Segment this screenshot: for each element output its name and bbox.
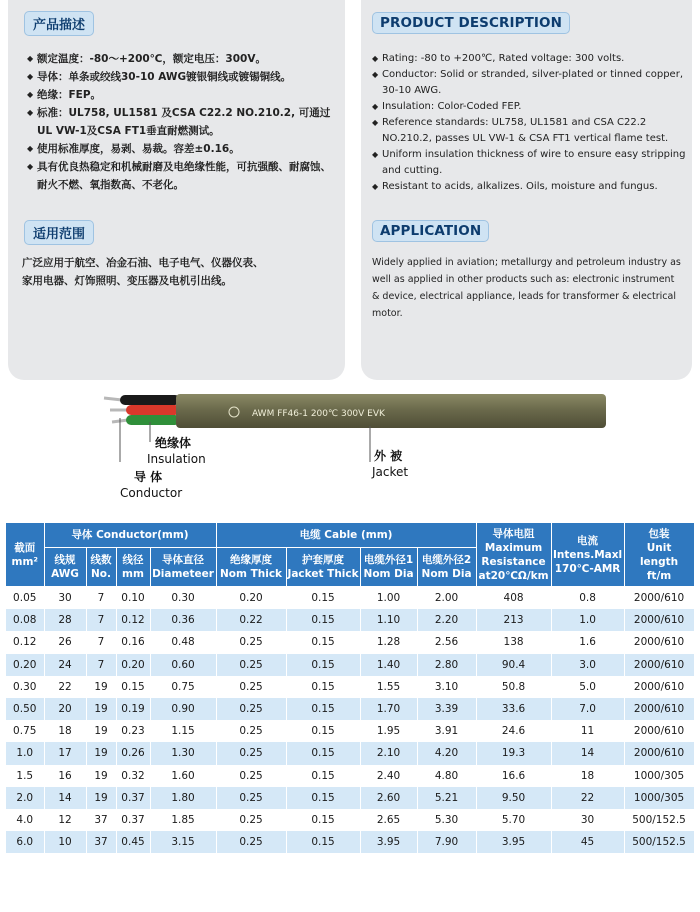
cell-awg: 12	[44, 809, 86, 831]
cell-strands: 19	[86, 676, 116, 698]
cell-package: 2000/610	[624, 631, 694, 653]
insulation-label-cn: 绝缘体	[155, 436, 192, 450]
cn-feature-item: ◆ 标准：UL758, UL1581 及CSA C22.2 NO.210.2, 可通过UL VW-1及CSA FT1垂直耐燃测试。	[27, 104, 332, 140]
cell-outer-diameter-1: 2.60	[360, 787, 417, 809]
cell-jacket-thickness: 0.15	[286, 587, 360, 610]
cn-feature-item: ◆ 额定温度：-80～+200℃，额定电压：300V。	[27, 50, 332, 68]
cell-conductor-diameter: 0.60	[150, 654, 216, 676]
cable-print-text: AWM FF46-1 200℃ 300V EVK	[252, 409, 385, 419]
red-insulated-wire	[126, 405, 180, 415]
jacket-label-en: Jacket	[372, 465, 409, 479]
cell-jacket-thickness: 0.15	[286, 609, 360, 631]
conductor-label-en: Conductor	[120, 486, 183, 500]
cell-conductor-diameter: 0.48	[150, 631, 216, 653]
cell-package: 2000/610	[624, 698, 694, 720]
cell-resistance: 33.6	[476, 698, 551, 720]
cell-conductor-diameter: 1.15	[150, 720, 216, 742]
cell-jacket-thickness: 0.15	[286, 720, 360, 742]
cell-current: 5.0	[551, 676, 624, 698]
cn-feature-item: ◆ 使用标准厚度，易剥、易裁。容差±0.16。	[27, 140, 332, 158]
cell-outer-diameter-2: 3.10	[417, 676, 476, 698]
cell-section-area: 0.75	[6, 720, 44, 742]
cell-outer-diameter-2: 4.80	[417, 765, 476, 787]
cell-current: 30	[551, 809, 624, 831]
cell-resistance: 213	[476, 609, 551, 631]
cell-awg: 24	[44, 654, 86, 676]
cell-wire-diameter: 0.26	[116, 742, 150, 764]
cell-insulation-thickness: 0.25	[216, 831, 286, 853]
en-feature-list	[372, 51, 688, 195]
cell-conductor-diameter: 0.36	[150, 609, 216, 631]
cell-package: 2000/610	[624, 609, 694, 631]
cell-resistance: 3.95	[476, 831, 551, 853]
header-outer-diameter-1: 电缆外径1 Nom Dia	[360, 548, 417, 587]
cell-package: 2000/610	[624, 742, 694, 764]
cell-awg: 26	[44, 631, 86, 653]
header-cable-group: 电缆 Cable (mm)	[216, 523, 476, 548]
table-row	[6, 809, 694, 831]
cell-outer-diameter-2: 2.20	[417, 609, 476, 631]
specification-table	[6, 523, 695, 853]
header-section-area: 截面 mm²	[6, 523, 44, 587]
header-conductor-diameter: 导体直径 Diameteer	[150, 548, 216, 587]
cell-outer-diameter-2: 2.00	[417, 587, 476, 610]
cell-insulation-thickness: 0.25	[216, 809, 286, 831]
cell-awg: 18	[44, 720, 86, 742]
header-current: 电流 Intens.Maxl 170℃-AMR	[551, 523, 624, 587]
cell-current: 11	[551, 720, 624, 742]
cell-conductor-diameter: 1.30	[150, 742, 216, 764]
en-feature-item: ◆ Uniform insulation thickness of wire to ensure easy stripping and cutting.	[372, 147, 688, 179]
cell-awg: 14	[44, 787, 86, 809]
cell-strands: 19	[86, 742, 116, 764]
cell-outer-diameter-2: 3.91	[417, 720, 476, 742]
cell-wire-diameter: 0.37	[116, 787, 150, 809]
en-feature-item: ◆ Insulation: Color-Coded FEP.	[372, 99, 688, 115]
cell-jacket-thickness: 0.15	[286, 787, 360, 809]
cell-insulation-thickness: 0.25	[216, 676, 286, 698]
cell-resistance: 138	[476, 631, 551, 653]
table-row	[6, 654, 694, 676]
cell-wire-diameter: 0.32	[116, 765, 150, 787]
cell-resistance: 408	[476, 587, 551, 610]
green-insulated-wire	[126, 415, 180, 425]
table-row	[6, 609, 694, 631]
cell-awg: 16	[44, 765, 86, 787]
cell-outer-diameter-1: 3.95	[360, 831, 417, 853]
cell-wire-diameter: 0.10	[116, 587, 150, 610]
cell-current: 1.6	[551, 631, 624, 653]
cn-feature-item: ◆ 绝缘：FEP。	[27, 86, 332, 104]
conductor-label-cn: 导 体	[134, 470, 163, 484]
cn-feature-list	[27, 50, 332, 194]
black-insulated-wire	[120, 395, 180, 405]
en-application-text: Widely applied in aviation; metallurgy and petroleum industry as well as applied in other products such as: electronic instrument & device, electrical appliance, leads for transformer & electrical motor.	[372, 257, 681, 319]
cell-resistance: 16.6	[476, 765, 551, 787]
cell-strands: 7	[86, 587, 116, 610]
header-resistance: 导体电阻 Maximum Resistance at20℃Ω/km	[476, 523, 551, 587]
cell-outer-diameter-2: 4.20	[417, 742, 476, 764]
cell-package: 2000/610	[624, 720, 694, 742]
cell-insulation-thickness: 0.25	[216, 742, 286, 764]
cell-strands: 7	[86, 631, 116, 653]
cell-strands: 7	[86, 654, 116, 676]
cell-outer-diameter-1: 1.70	[360, 698, 417, 720]
cell-strands: 37	[86, 809, 116, 831]
cell-section-area: 2.0	[6, 787, 44, 809]
cell-outer-diameter-1: 1.00	[360, 587, 417, 610]
cell-current: 1.0	[551, 609, 624, 631]
cell-wire-diameter: 0.37	[116, 809, 150, 831]
cell-outer-diameter-2: 5.30	[417, 809, 476, 831]
cell-current: 0.8	[551, 587, 624, 610]
cell-conductor-diameter: 1.85	[150, 809, 216, 831]
cell-outer-diameter-2: 7.90	[417, 831, 476, 853]
header-jacket-thickness: 护套厚度 Jacket Thick	[286, 548, 360, 587]
cell-package: 1000/305	[624, 765, 694, 787]
cell-wire-diameter: 0.15	[116, 676, 150, 698]
cell-section-area: 4.0	[6, 809, 44, 831]
cn-feature-item: ◆ 导体：单条或绞线30-10 AWG镀银铜线或镀锡铜线。	[27, 68, 332, 86]
cell-outer-diameter-2: 2.56	[417, 631, 476, 653]
cell-awg: 17	[44, 742, 86, 764]
cell-conductor-diameter: 0.75	[150, 676, 216, 698]
cell-jacket-thickness: 0.15	[286, 742, 360, 764]
en-feature-item: ◆ Conductor: Solid or stranded, silver-plated or tinned copper, 30-10 AWG.	[372, 67, 688, 99]
en-feature-item: ◆ Reference standards: UL758, UL1581 and CSA C22.2 NO.210.2, passes UL VW-1 & CSA FT1 vertical flame test.	[372, 115, 688, 147]
cell-section-area: 0.20	[6, 654, 44, 676]
header-insulation-thickness: 绝缘厚度 Nom Thick	[216, 548, 286, 587]
cell-wire-diameter: 0.16	[116, 631, 150, 653]
specification-table-body	[6, 587, 694, 854]
cell-package: 2000/610	[624, 654, 694, 676]
insulation-label-en: Insulation	[147, 452, 206, 466]
cell-conductor-diameter: 3.15	[150, 831, 216, 853]
cell-current: 3.0	[551, 654, 624, 676]
cell-insulation-thickness: 0.20	[216, 587, 286, 610]
table-row	[6, 787, 694, 809]
cell-current: 45	[551, 831, 624, 853]
cell-section-area: 1.5	[6, 765, 44, 787]
cell-jacket-thickness: 0.15	[286, 676, 360, 698]
cell-strands: 37	[86, 831, 116, 853]
cell-outer-diameter-2: 3.39	[417, 698, 476, 720]
cell-package: 500/152.5	[624, 831, 694, 853]
en-product-description-heading: PRODUCT DESCRIPTION	[372, 12, 570, 34]
cell-wire-diameter: 0.23	[116, 720, 150, 742]
jacket-label-cn: 外 被	[374, 449, 403, 463]
cell-current: 18	[551, 765, 624, 787]
cell-resistance: 9.50	[476, 787, 551, 809]
cell-section-area: 0.12	[6, 631, 44, 653]
cell-insulation-thickness: 0.25	[216, 654, 286, 676]
cell-resistance: 19.3	[476, 742, 551, 764]
cell-wire-diameter: 0.20	[116, 654, 150, 676]
cable-jacket	[176, 394, 606, 428]
cell-strands: 19	[86, 698, 116, 720]
header-conductor-group: 导体 Conductor(mm)	[44, 523, 216, 548]
cell-strands: 7	[86, 609, 116, 631]
header-awg: 线规 AWG	[44, 548, 86, 587]
table-row	[6, 698, 694, 720]
table-row	[6, 765, 694, 787]
cell-package: 500/152.5	[624, 809, 694, 831]
cell-awg: 10	[44, 831, 86, 853]
cell-wire-diameter: 0.12	[116, 609, 150, 631]
cell-resistance: 5.70	[476, 809, 551, 831]
cell-outer-diameter-1: 1.55	[360, 676, 417, 698]
cell-resistance: 90.4	[476, 654, 551, 676]
cell-awg: 22	[44, 676, 86, 698]
table-row	[6, 831, 694, 853]
cell-outer-diameter-1: 2.65	[360, 809, 417, 831]
header-outer-diameter-2: 电缆外径2 Nom Dia	[417, 548, 476, 587]
en-application-heading: APPLICATION	[372, 220, 489, 242]
cable-illustration	[0, 390, 700, 520]
cell-section-area: 6.0	[6, 831, 44, 853]
cell-jacket-thickness: 0.15	[286, 631, 360, 653]
conductor-strand	[104, 398, 122, 400]
cell-wire-diameter: 0.19	[116, 698, 150, 720]
cell-resistance: 24.6	[476, 720, 551, 742]
cell-outer-diameter-1: 2.40	[360, 765, 417, 787]
cell-current: 7.0	[551, 698, 624, 720]
cell-section-area: 0.08	[6, 609, 44, 631]
cell-awg: 30	[44, 587, 86, 610]
table-row	[6, 676, 694, 698]
cn-feature-item: ◆ 具有优良热稳定和机械耐磨及电绝缘性能，可抗强酸、耐腐蚀、耐火不燃、氧指数高、不老化。	[27, 158, 332, 194]
cell-insulation-thickness: 0.22	[216, 609, 286, 631]
en-feature-item: ◆ Rating: -80 to +200℃, Rated voltage: 300 volts.	[372, 51, 688, 67]
cell-insulation-thickness: 0.25	[216, 787, 286, 809]
cell-jacket-thickness: 0.15	[286, 654, 360, 676]
cell-package: 2000/610	[624, 676, 694, 698]
table-row	[6, 587, 694, 610]
cell-awg: 20	[44, 698, 86, 720]
cell-section-area: 0.30	[6, 676, 44, 698]
cell-outer-diameter-1: 2.10	[360, 742, 417, 764]
cell-strands: 19	[86, 765, 116, 787]
cell-outer-diameter-2: 5.21	[417, 787, 476, 809]
cell-current: 14	[551, 742, 624, 764]
header-wire-diameter: 线径 mm	[116, 548, 150, 587]
cell-conductor-diameter: 1.80	[150, 787, 216, 809]
cell-awg: 28	[44, 609, 86, 631]
cn-application-heading: 适用范围	[24, 220, 94, 245]
en-feature-item: ◆ Resistant to acids, alkalizes. Oils, moisture and fungus.	[372, 179, 688, 195]
cell-insulation-thickness: 0.25	[216, 631, 286, 653]
cell-jacket-thickness: 0.15	[286, 698, 360, 720]
cell-jacket-thickness: 0.15	[286, 765, 360, 787]
cell-section-area: 0.50	[6, 698, 44, 720]
cell-strands: 19	[86, 720, 116, 742]
cell-conductor-diameter: 0.30	[150, 587, 216, 610]
cell-outer-diameter-1: 1.28	[360, 631, 417, 653]
header-package: 包装 Unit length ft/m	[624, 523, 694, 587]
cell-section-area: 0.05	[6, 587, 44, 610]
cell-insulation-thickness: 0.25	[216, 765, 286, 787]
cell-current: 22	[551, 787, 624, 809]
table-row	[6, 631, 694, 653]
cell-conductor-diameter: 0.90	[150, 698, 216, 720]
cell-wire-diameter: 0.45	[116, 831, 150, 853]
header-strands: 线数 No.	[86, 548, 116, 587]
cell-insulation-thickness: 0.25	[216, 698, 286, 720]
cell-jacket-thickness: 0.15	[286, 831, 360, 853]
cn-product-description-heading: 产品描述	[24, 11, 94, 36]
cell-outer-diameter-1: 1.95	[360, 720, 417, 742]
cell-package: 1000/305	[624, 787, 694, 809]
table-row	[6, 742, 694, 764]
cell-resistance: 50.8	[476, 676, 551, 698]
cell-conductor-diameter: 1.60	[150, 765, 216, 787]
cell-insulation-thickness: 0.25	[216, 720, 286, 742]
cell-package: 2000/610	[624, 587, 694, 610]
cn-application-text: 广泛应用于航空、冶金石油、电子电气、仪器仪表、家用电器、灯饰照明、变压器及电机引出线。	[22, 257, 264, 287]
cell-section-area: 1.0	[6, 742, 44, 764]
table-row	[6, 720, 694, 742]
cell-strands: 19	[86, 787, 116, 809]
cell-jacket-thickness: 0.15	[286, 809, 360, 831]
cell-outer-diameter-1: 1.40	[360, 654, 417, 676]
cell-outer-diameter-1: 1.10	[360, 609, 417, 631]
cell-outer-diameter-2: 2.80	[417, 654, 476, 676]
